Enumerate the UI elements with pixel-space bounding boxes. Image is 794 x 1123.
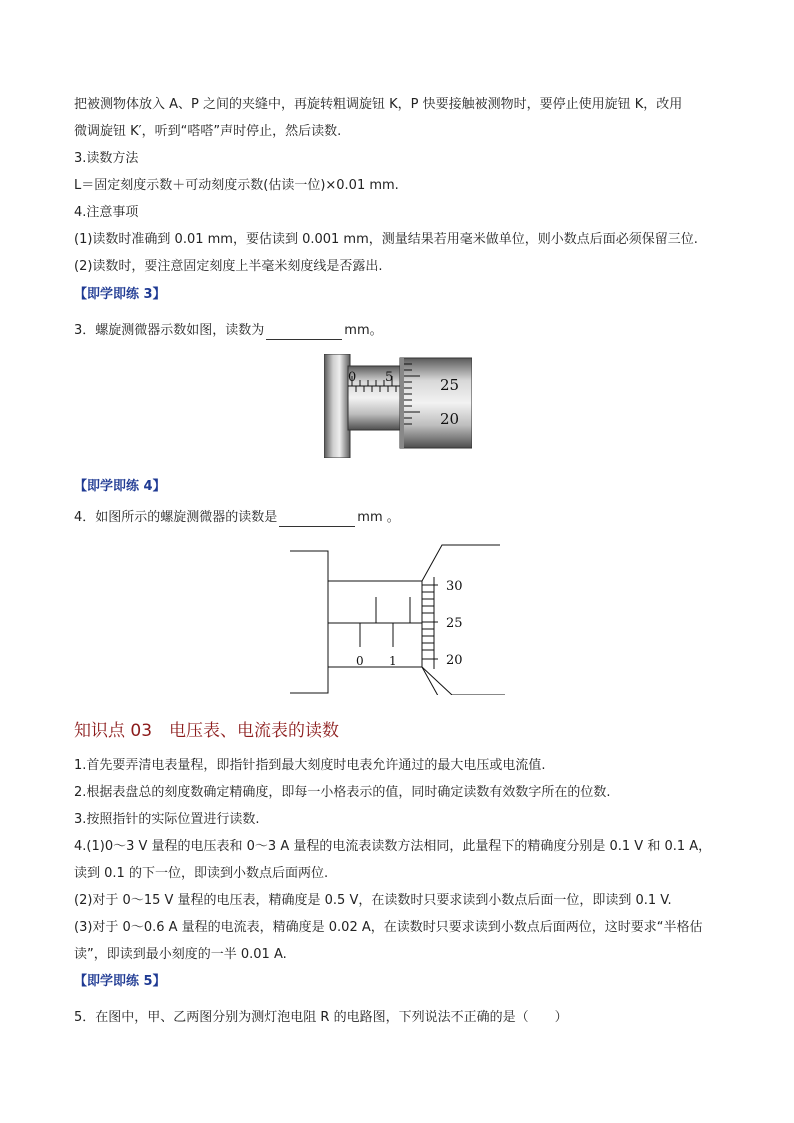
thimble bbox=[400, 358, 472, 448]
section-heading: 知识点 03 电压表、电流表的读数 bbox=[74, 721, 340, 741]
sleeve-label: 0 bbox=[356, 654, 364, 668]
scale-label: 0 bbox=[348, 370, 357, 385]
thimble-label: 20 bbox=[446, 653, 463, 668]
question-4 bbox=[74, 509, 400, 527]
thimble-label: 25 bbox=[446, 616, 463, 631]
section-title: 4.注意事项 bbox=[74, 205, 139, 220]
paragraph-line: 把被测物体放入 A、P 之间的夹缝中，再旋转粗调旋钮 K，P 快要接触被测物时，要停止使用旋钮 K，改用 bbox=[74, 97, 683, 112]
practice-label: 【即学即练 3】 bbox=[74, 287, 166, 302]
thimble-label: 25 bbox=[440, 376, 460, 394]
section-item: 2.根据表盘总的刻度数确定精确度，即每一小格表示的值，同时确定读数有效数字所在的位数. bbox=[74, 785, 611, 800]
question-unit: mm。 bbox=[344, 323, 383, 338]
section-item: 1.首先要弄清电表量程，即指针指到最大刻度时电表允许通过的最大电压或电流值. bbox=[74, 758, 546, 773]
thimble-label: 30 bbox=[446, 579, 463, 594]
question-text: 3．螺旋测微器示数如图，读数为 bbox=[74, 323, 265, 338]
paragraph-line: 微调旋钮 K′，听到“嗒嗒”声时停止，然后读数. bbox=[74, 124, 342, 139]
answer-blank[interactable] bbox=[266, 325, 342, 340]
micrometer-figure-2 bbox=[290, 543, 505, 695]
section-item: 4.(1)0～3 V 量程的电压表和 0～3 A 量程的电流表读数方法相同，此量程下的精确度分别是 0.1 V 和 0.1 A， bbox=[74, 839, 712, 854]
section-item: (3)对于 0～0.6 A 量程的电流表，精确度是 0.02 A，在读数时只要求读到小数点后面两位，这时要求“半格估 bbox=[74, 920, 703, 935]
sleeve-label: 1 bbox=[389, 654, 397, 668]
thimble-edge bbox=[400, 358, 404, 448]
practice-label: 【即学即练 4】 bbox=[74, 479, 166, 494]
section-item: 读到 0.1 的下一位，即读到小数点后面两位. bbox=[74, 866, 329, 881]
formula-line: L＝固定刻度示数＋可动刻度示数(估读一位)×0.01 mm. bbox=[74, 178, 399, 193]
question-3 bbox=[74, 322, 383, 340]
note-line: (2)读数时，要注意固定刻度上半毫米刻度线是否露出. bbox=[74, 259, 383, 274]
section-item: 读”，即读到最小刻度的一半 0.01 A. bbox=[74, 947, 287, 962]
answer-blank[interactable] bbox=[279, 512, 355, 527]
frame-part bbox=[324, 354, 350, 458]
practice-label: 【即学即练 5】 bbox=[74, 974, 166, 989]
thimble-scale bbox=[422, 585, 438, 659]
question-5: 5．在图中，甲、乙两图分别为测灯泡电阻 R 的电路图，下列说法不正确的是（ ） bbox=[74, 1010, 568, 1025]
section-title: 3.读数方法 bbox=[74, 151, 139, 166]
question-unit: mm 。 bbox=[357, 510, 400, 525]
section-item: 3.按照指针的实际位置进行读数. bbox=[74, 812, 260, 827]
scale-label: 5 bbox=[385, 370, 394, 385]
micrometer-figure-1 bbox=[324, 354, 472, 458]
section-item: (2)对于 0～15 V 量程的电压表，精确度是 0.5 V，在读数时只要求读到小数点后面一位，即读到 0.1 V. bbox=[74, 893, 672, 908]
note-line: (1)读数时准确到 0.01 mm，要估读到 0.001 mm，测量结果若用毫米做单位，则小数点后面必须保留三位. bbox=[74, 232, 698, 247]
question-text: 4．如图所示的螺旋测微器的读数是 bbox=[74, 510, 278, 525]
thimble-label: 20 bbox=[440, 410, 460, 428]
sleeve bbox=[348, 366, 404, 430]
